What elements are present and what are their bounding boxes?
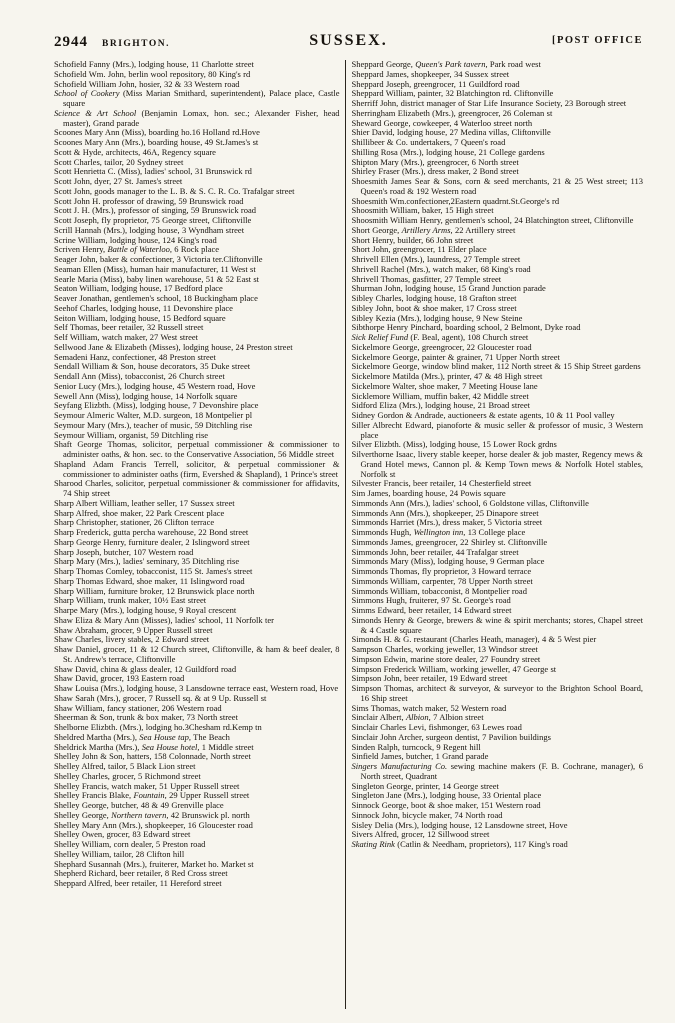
entry-text: Shaw William, fancy stationer, 206 Western road xyxy=(54,702,222,713)
entry-text: Shoosmith William Henry, gentlemen's school, 24 Blatchington street, Cliftonville xyxy=(351,215,634,225)
entry-text: Scoones Mary Ann (Miss), boarding ho.16 Holland rd.Hove xyxy=(54,127,260,138)
entry-text: Simms Edward, beer retailer, 14 Edward street xyxy=(351,605,512,615)
entry-text: Sheppard William, painter, 32 Blatchington rd. Cliftonville xyxy=(351,88,554,99)
entry-text: Scrine William, lodging house, 124 King's road xyxy=(54,234,217,245)
entry-text: Short John, greengrocer, 11 Elder place xyxy=(351,244,487,255)
entry-text: Shelley Francis, watch maker, 51 Upper Russell street xyxy=(54,780,240,791)
entry-text: Sheldred Martha (Mrs.), xyxy=(54,731,140,742)
entry-text: Sidney Gordon & Andrade, auctioneers & estate agents, 10 & 11 Pool valley xyxy=(351,410,615,420)
entry-text: Sinnock George, boot & shoe maker, 151 Western road xyxy=(351,800,541,810)
entry-text: Sheerman & Son, trunk & box maker, 73 North street xyxy=(54,712,238,723)
entry-text: Shaw Daniel, grocer, 11 & 12 Church street, Cliftonville, & ham & beef dealer, 8 St. Andrew's terrace, Cliftonville xyxy=(54,644,340,664)
entry-text: Scrill Hannah (Mrs.), lodging house, 3 Wyndham street xyxy=(54,224,245,235)
entry-name-italic: Sick Relief Fund xyxy=(351,332,409,342)
entry-text: Schofield Wm. John, berlin wool repository, 80 King's rd xyxy=(54,68,251,79)
entry-text: Silverthorne Isaac, livery stable keeper, horse dealer & job master, Regency mews & Grand Hotel mews, Cannon pl. & Kemp Town mews & Norfolk Hotel stables, Norfolk st xyxy=(351,449,643,479)
entry-text: Sharp Joseph, butcher, 107 Western road xyxy=(54,546,194,557)
entry-text: Sheppard James, shopkeeper, 34 Sussex street xyxy=(351,68,510,79)
directory-entry xyxy=(54,479,340,499)
entry-text: , The Beach xyxy=(188,731,230,742)
entry-text: Sinclair John Archer, surgeon dentist, 7 Pavilion buildings xyxy=(351,731,551,742)
entry-name-italic: Northern tavern xyxy=(111,809,167,820)
entry-text: Simmonds James, greengrocer, 22 Shirley st. Cliftonville xyxy=(351,536,548,547)
entry-text: Sheppard Alfred, beer retailer, 11 Hereford street xyxy=(54,878,222,888)
entry-text: Shaw Sarah (Mrs.), grocer, 7 Russell sq. & at 9 Up. Russell st xyxy=(54,692,267,703)
entry-text: Shillibeer & Co. undertakers, 7 Queen's road xyxy=(351,137,506,147)
entry-text: Simmonds William, carpenter, 78 Upper North street xyxy=(351,575,533,586)
entry-text: Shurman John, lodging house, 15 Grand Junction parade xyxy=(351,283,546,294)
entry-text: , 13 College place xyxy=(463,527,526,537)
entry-text: Scott J. H. (Mrs.), professor of singing, 59 Brunswick road xyxy=(54,205,257,216)
entry-text: Seager John, baker & confectioner, 3 Victoria ter.Cliftonville xyxy=(54,254,263,264)
entry-text: Shaw Eliza & Mary Ann (Misses), ladies' school, 11 Norfolk ter xyxy=(54,614,274,625)
entry-text: Shelley Alfred, tailor, 5 Black Lion street xyxy=(54,761,196,771)
entry-text: Sharp Albert William, leather seller, 17 Sussex street xyxy=(54,497,235,508)
entry-text: Self Thomas, beer retailer, 32 Russell street xyxy=(54,322,204,333)
entry-text: Shepherd Richard, beer retailer, 8 Red Cross street xyxy=(54,868,228,879)
entry-text: Seaman Ellen (Miss), human hair manufacturer, 11 West st xyxy=(54,263,256,274)
running-header xyxy=(54,34,643,56)
directory-entry xyxy=(54,879,340,889)
entry-name-italic: Artillery Arms xyxy=(401,224,451,235)
entry-name-italic: Singers Manufacturing Co. xyxy=(351,761,448,771)
entry-text: Sharp Frederick, gutta percha warehouse, 22 Bond street xyxy=(54,527,249,537)
entry-text: Simmonds Hugh, xyxy=(351,527,414,537)
entry-text: Sinfield James, butcher, 1 Grand parade xyxy=(351,751,489,762)
entry-name-italic: Skating Rink xyxy=(351,839,395,849)
entry-text: , 1 Middle street xyxy=(197,741,254,752)
entry-text: Scott & Hyde, architects, 46A, Regency square xyxy=(54,146,216,157)
entry-text: Senior Lucy (Mrs.), lodging house, 45 Western road, Hove xyxy=(54,380,256,391)
entry-text: Singleton Jane (Mrs.), lodging house, 33 Oriental place xyxy=(351,790,542,801)
entry-text: Sharp William, furniture broker, 12 Brunswick place north xyxy=(54,585,255,596)
column-left xyxy=(54,60,345,1009)
entry-text: (Catlin & Needham, proprietors), 117 King's road xyxy=(394,839,568,849)
entry-text: Shelley Francis Blake, xyxy=(54,790,134,801)
entry-text: Shoosmith William, baker, 15 High street xyxy=(351,205,494,216)
entry-text: , Park road west xyxy=(485,59,541,69)
entry-text: Shilling Rosa (Mrs.), lodging house, 21 College gardens xyxy=(351,146,545,157)
entry-name-italic: School of Cookery xyxy=(54,88,120,99)
directory-entry xyxy=(352,450,643,479)
entry-text: Sherriff John, district manager of Star Life Insurance Society, 23 Borough street xyxy=(351,98,627,108)
directory-entry xyxy=(352,421,643,441)
entry-text: (Miss Marian Smithard, superintendent), Palace place, Castle square xyxy=(63,88,340,108)
column-right xyxy=(346,60,643,1009)
directory-entry xyxy=(352,616,643,636)
running-title-town: BRIGHTON. xyxy=(102,39,170,49)
entry-text: Sampson Charles, working jeweller, 13 Windsor street xyxy=(351,644,538,654)
entry-text: Shrivell Rachel (Mrs.), watch maker, 68 King's road xyxy=(351,263,531,274)
entry-text: Short Henry, builder, 66 John street xyxy=(351,234,474,245)
entry-text: Sibley Kezia (Mrs.), lodging house, 9 New Steine xyxy=(351,312,523,323)
entry-text: Sickelmore George, window blind maker, 112 North street & 15 Ship Street gardens xyxy=(351,361,641,372)
entry-text: Sinclair Albert, xyxy=(351,712,406,723)
entry-text: Shier David, lodging house, 27 Medina villas, Cliftonville xyxy=(351,127,551,138)
directory-entry xyxy=(54,440,340,460)
entry-text: Simpson John, beer retailer, 19 Edward street xyxy=(351,673,508,684)
entry-text: Simmons Hugh, fruiterer, 97 St. George's road xyxy=(351,595,511,606)
directory-entry xyxy=(54,109,340,129)
entry-text: Simonds Henry & George, brewers & wine & spirit merchants; stores, Chapel street & 4 Castle square xyxy=(351,614,643,635)
entry-text: Scott Charles, tailor, 20 Sydney street xyxy=(54,156,184,167)
entry-text: Shipton Mary (Mrs.), greengrocer, 6 North street xyxy=(351,156,519,167)
entry-text: Simmonds William, tobacconist, 8 Montpelier road xyxy=(351,585,527,596)
entry-text: Sharood Charles, solicitor, perpetual commissioner & commissioner for affidavits, 74 Ship street xyxy=(54,478,340,498)
entry-text: Simmonds Mary (Miss), lodging house, 9 German place xyxy=(351,556,545,567)
entry-text: Simpson Thomas, architect & surveyor, & surveyor to the Brighton School Board, 16 Ship street xyxy=(351,683,643,703)
entry-text: Shaw Louisa (Mrs.), lodging house, 3 Lansdowne terrace east, Western road, Hove xyxy=(54,683,339,693)
directory-entry xyxy=(54,89,340,109)
entry-text: Sibthorpe Henry Pinchard, boarding school, 2 Belmont, Dyke road xyxy=(351,322,581,333)
entry-name-italic: Queen's Park tavern xyxy=(415,59,486,69)
entry-name-italic: Albion xyxy=(405,712,429,723)
entry-text: Scriven Henry, xyxy=(54,244,108,255)
entry-name-italic: Science & Art School xyxy=(54,107,137,118)
entry-text: Simpson Edwin, marine store dealer, 27 Foundry street xyxy=(351,653,541,664)
entry-text: Shelley George, butcher, 48 & 49 Grenville place xyxy=(54,800,224,810)
entry-text: Shelley George, xyxy=(54,809,112,820)
entry-text: Simmonds Ann (Mrs.), ladies' school, 6 Goldstone villas, Cliftonville xyxy=(351,497,589,508)
entry-text: Sisley Delia (Mrs.), lodging house, 12 Lansdowne street, Hove xyxy=(351,819,568,830)
entry-text: Shaft George Thomas, solicitor, perpetual commissioner & commissioner to administer oaths, & hon. sec. to the Conservative Association, 56 Middle street xyxy=(54,439,340,459)
entry-text: Simmonds Harriet (Mrs.), dress maker, 5 Victoria street xyxy=(351,517,543,528)
entry-text: Sharp George Henry, furniture dealer, 2 Islingword street xyxy=(54,536,250,547)
entry-text: Sendall William & Son, house decorators, 35 Duke street xyxy=(54,361,251,372)
entry-text: Sherringham Elizabeth (Mrs.), greengrocer, 26 Coleman st xyxy=(351,107,553,118)
entry-text: Seiton William, lodging house, 15 Bedford square xyxy=(54,312,226,323)
running-title-directory: [POST OFFICE xyxy=(551,35,643,46)
entry-text: Shelley Owen, grocer, 83 Edward street xyxy=(54,829,191,840)
entry-text: Searle Maria (Miss), baby linen warehouse, 51 & 52 East st xyxy=(54,273,260,284)
entry-text: Scott John, goods manager to the L. B. & S. C. R. Co. Trafalgar street xyxy=(54,185,295,196)
entry-text: Seymour Mary (Mrs.), teacher of music, 59 Ditchling rise xyxy=(54,419,253,430)
entry-text: Sickelmore Walter, shoe maker, 7 Meeting House lane xyxy=(351,380,538,391)
page-number: 2944 xyxy=(54,34,88,50)
entry-text: Simpson Frederick William, working jeweller, 47 George st xyxy=(351,663,557,674)
entry-text: Sharp Thomas Comley, tobacconist, 115 St. James's street xyxy=(54,566,253,576)
entry-text: Semadeni Hanz, confectioner, 48 Preston street xyxy=(54,351,216,362)
entry-text: , 29 Upper Russell street xyxy=(164,790,250,801)
directory-columns xyxy=(54,60,643,1009)
entry-text: Sewell Ann (Miss), lodging house, 14 Norfolk square xyxy=(54,390,238,401)
entry-text: Sellwood Jane & Elizabeth (Misses), lodging house, 24 Preston street xyxy=(54,341,293,352)
entry-text: Seymour Almeric Walter, M.D. surgeon, 18 Montpelier pl xyxy=(54,410,253,420)
entry-text: Shelley William, corn dealer, 5 Preston road xyxy=(54,839,206,849)
entry-text: Sheward George, cowkeeper, 4 Waterloo street north xyxy=(351,117,533,128)
entry-text: Scott John H. professor of drawing, 59 Brunswick road xyxy=(54,195,244,206)
entry-text: Sicklemore William, muffin baker, 42 Middle street xyxy=(351,390,529,401)
entry-text: Seyfang Elizbth. (Miss), lodging house, 7 Devonshire place xyxy=(54,400,259,411)
entry-text: Short George, xyxy=(351,224,402,235)
entry-text: Sims Thomas, watch maker, 52 Western road xyxy=(351,702,507,713)
entry-text: , 22 Artillery street xyxy=(450,224,516,235)
entry-text: Simmonds Thomas, fly proprietor, 3 Howard terrace xyxy=(351,566,532,576)
entry-text: Sibley John, boot & shoe maker, 17 Cross street xyxy=(351,302,517,313)
entry-name-italic: Sea House tap xyxy=(139,731,189,742)
directory-entry xyxy=(54,645,340,665)
entry-text: Shelley Mary Ann (Mrs.), shopkeeper, 16 Gloucester road xyxy=(54,819,253,830)
entry-text: Simmonds John, beer retailer, 44 Trafalgar street xyxy=(351,546,519,557)
entry-text: Sharp Alfred, shoe maker, 22 Park Crescent place xyxy=(54,507,225,518)
entry-text: Shaw David, grocer, 193 Eastern road xyxy=(54,673,185,684)
entry-text: Shelley John & Son, hatters, 158 Colonnade, North street xyxy=(54,751,251,762)
entry-text: Seaver Jonathan, gentlemen's school, 18 Buckingham place xyxy=(54,293,258,303)
entry-text: Sivers Alfred, grocer, 12 Sillwood street xyxy=(351,829,490,840)
entry-text: Seehof Charles, lodging house, 11 Devonshire place xyxy=(54,302,233,313)
entry-text: Shelborne Elizbth. (Mrs.), lodging ho.3Chesham rd.Kemp tn xyxy=(54,722,262,732)
entry-text: Shephard Susannah (Mrs.), fruiterer, Market ho. Market st xyxy=(54,858,254,869)
entry-text: Sickelmore Matilda (Mrs.), printer, 47 & 48 High street xyxy=(351,371,543,381)
entry-text: sewing machine makers (F. B. Cochrane, manager), 6 North street, Quadrant xyxy=(360,761,643,781)
entry-text: Seaton William, lodging house, 17 Bedford place xyxy=(54,283,223,294)
entry-text: , 7 Albion street xyxy=(428,712,484,723)
running-title-county: SUSSEX. xyxy=(309,32,388,49)
directory-entry xyxy=(352,762,643,782)
entry-text: Sendall Ann (Miss), tobacconist, 26 Church street xyxy=(54,371,225,381)
entry-text: Self William, watch maker, 27 West street xyxy=(54,332,198,342)
entry-text: , 42 Brunswick pl. north xyxy=(166,809,250,820)
entry-text: Sickelmore George, painter & grainer, 71 Upper North street xyxy=(351,351,560,362)
directory-entry xyxy=(352,684,643,704)
entry-text: , 6 Rock place xyxy=(169,244,220,255)
directory-entry xyxy=(54,460,340,480)
entry-text: Sharp Mary (Mrs.), ladies' seminary, 35 Ditchling rise xyxy=(54,556,240,567)
entry-text: Sim James, boarding house, 24 Powis square xyxy=(351,488,506,498)
entry-text: Scott Henrietta C. (Miss), ladies' school, 31 Brunswick rd xyxy=(54,166,252,177)
entry-text: Shaw Charles, livery stables, 2 Edward street xyxy=(54,634,210,645)
entry-text: Simonds H. & G. restaurant (Charles Heath, manager), 4 & 5 West pier xyxy=(351,634,597,645)
entry-name-italic: Battle of Waterloo xyxy=(107,244,170,255)
entry-name-italic: Wellington inn xyxy=(413,527,464,537)
entry-text: Shrivell Ellen (Mrs.), laundress, 27 Temple street xyxy=(351,254,521,264)
entry-text: Shelley William, tailor, 28 Clifton hill xyxy=(54,848,185,859)
entry-text: Singleton George, printer, 14 George street xyxy=(351,780,499,791)
entry-text: Sinden Ralph, turncock, 9 Regent hill xyxy=(351,741,481,752)
entry-text: Shoesmith James Sear & Sons, corn & seed merchants, 21 & 25 West street; 113 Queen's road & 192 Western road xyxy=(351,176,643,196)
entry-text: Shelley Charles, grocer, 5 Richmond street xyxy=(54,770,201,781)
entry-text: Sharpe Mary (Mrs.), lodging house, 9 Royal crescent xyxy=(54,605,237,615)
entry-text: Scoones Mary Ann (Mrs.), boarding house, 49 St.James's st xyxy=(54,137,259,147)
entry-text: Sinnock John, bicycle maker, 74 North road xyxy=(351,809,503,820)
entry-text: Silver Elizbth. (Miss), lodging house, 15 Lower Rock grdns xyxy=(351,439,557,450)
entry-text: Simmonds Ann (Mrs.), shopkeeper, 25 Dinapore street xyxy=(351,507,539,518)
entry-text: Shaw David, china & glass dealer, 12 Guildford road xyxy=(54,663,237,674)
entry-name-italic: Sea House hotel xyxy=(141,741,198,752)
entry-text: Sheppard George, xyxy=(351,59,416,69)
entry-text: Shoesmith Wm.confectioner,2Eastern quadrnt.St.George's rd xyxy=(351,195,560,206)
entry-text: Silvester Francis, beer retailer, 14 Chesterfield street xyxy=(351,478,532,489)
entry-text: Shapland Adam Francis Terrell, solicitor, & perpetual commissioner & commissioner to administer oaths (firm, Evershed & Shapland), 1 Prince's street xyxy=(54,458,340,479)
directory-entry xyxy=(352,840,643,850)
entry-text: Shirley Fraser (Mrs.), dress maker, 2 Bond street xyxy=(351,166,519,177)
entry-text: Scott Joseph, fly proprietor, 75 George street, Cliftonville xyxy=(54,215,252,225)
entry-text: Sharp Thomas Edward, shoe maker, 11 Islingword road xyxy=(54,575,245,586)
entry-text: Schofield Fanny (Mrs.), lodging house, 11 Charlotte street xyxy=(54,59,254,69)
entry-text: Seymour William, organist, 59 Ditchling rise xyxy=(54,429,209,440)
entry-text: Sheldrick Martha (Mrs.), xyxy=(54,741,142,752)
entry-text: Sidford Eliza (Mrs.), lodging house, 21 Broad street xyxy=(351,400,530,411)
entry-text: Schofield William John, hosier, 32 & 33 Western road xyxy=(54,78,240,89)
entry-text: (Benjamin Lomax, hon. sec.; Alexander Fisher, head master), Grand parade xyxy=(63,107,340,128)
entry-text: Sharp William, trunk maker, 10½ East street xyxy=(54,595,207,606)
entry-text: Shrivell Thomas, gasfitter, 27 Temple street xyxy=(351,273,502,284)
entry-text: Siller Albrecht Edward, pianoforte & music seller & professor of music, 3 Western place xyxy=(351,419,643,440)
directory-entry xyxy=(352,177,643,197)
entry-text: Scott John, dyer, 27 St. James's street xyxy=(54,176,183,186)
entry-text: (F. Beal, agent), 108 Church street xyxy=(408,332,529,342)
entry-text: Sinclair Charles Levi, fishmonger, 63 Lewes road xyxy=(351,722,522,732)
entry-text: Sibley Charles, lodging house, 18 Grafton street xyxy=(351,293,517,303)
entry-text: Shaw Abraham, grocer, 9 Upper Russell street xyxy=(54,624,213,635)
entry-text: Sickelmore George, greengrocer, 22 Gloucester road xyxy=(351,341,532,352)
entry-text: Sharp Christopher, stationer, 26 Clifton terrace xyxy=(54,517,215,528)
entry-name-italic: Fountain xyxy=(133,790,165,801)
entry-text: Sheppard Joseph, greengrocer, 11 Guildford road xyxy=(351,78,520,89)
